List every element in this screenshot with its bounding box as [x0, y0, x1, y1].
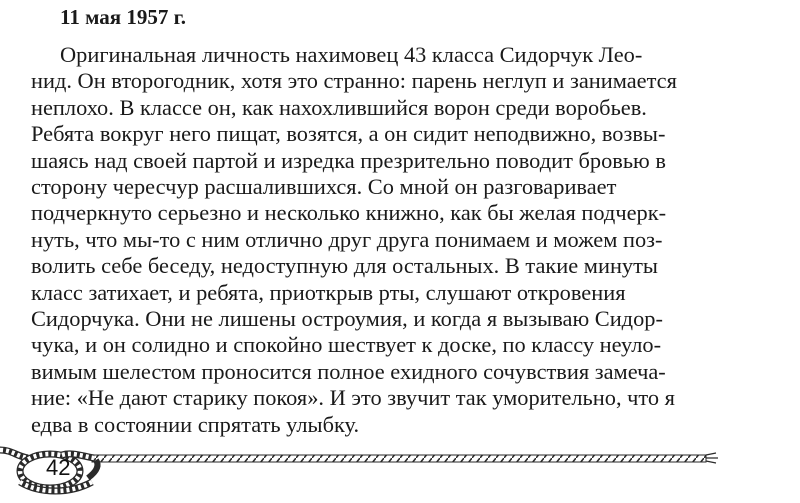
text-line: вимым шелестом проносится полное ехидного сочувствия замеча- [31, 358, 666, 384]
text-line: нид. Он второгодник, хотя это странно: парень неглуп и занимается [31, 68, 677, 94]
text-line: класс затихает, и ребята, приоткрыв рты, слушают откровения [31, 279, 626, 305]
text-line: Оригинальная личность нахимовец 43 класса Сидорчук Лео- [60, 42, 643, 67]
text-line: неплохо. В классе он, как нахохлившийся ворон среди воробьев. [31, 94, 647, 120]
text-line: едва в состоянии спрятать улыбку. [31, 411, 360, 437]
diary-entry-text [31, 42, 771, 438]
rope-footer-ornament [0, 438, 800, 503]
diary-entry-date: 11 мая 1957 г. [60, 5, 187, 29]
text-line: шаясь над своей партой и изредка презрительно поводит бровью в [31, 147, 666, 173]
text-line: Ребята вокруг него пищат, возятся, а он сидит неподвижно, возвы- [31, 121, 666, 147]
text-line: нуть, что мы-то с ним отлично друг друга понимаем и можем поз- [31, 226, 663, 252]
text-line: сторону чересчур расшалившихся. Со мной он разговаривает [31, 174, 617, 200]
text-line: подчеркнуто серьезно и несколько книжно, как бы желая подчерк- [31, 200, 667, 226]
text-line: чука, и он солидно и спокойно шествует к доске, по классу неуло- [31, 332, 662, 358]
page-number: 42 [46, 455, 71, 480]
text-line: Сидорчука. Они не лишены остроумия, и когда я вызываю Сидор- [31, 306, 663, 332]
text-line: волить себе беседу, недоступную для остальных. В такие минуты [31, 253, 658, 279]
text-line: ние: «Не дают старику покоя». И это звучит так уморительно, что я [31, 385, 675, 411]
rope-knot-icon [0, 438, 800, 503]
